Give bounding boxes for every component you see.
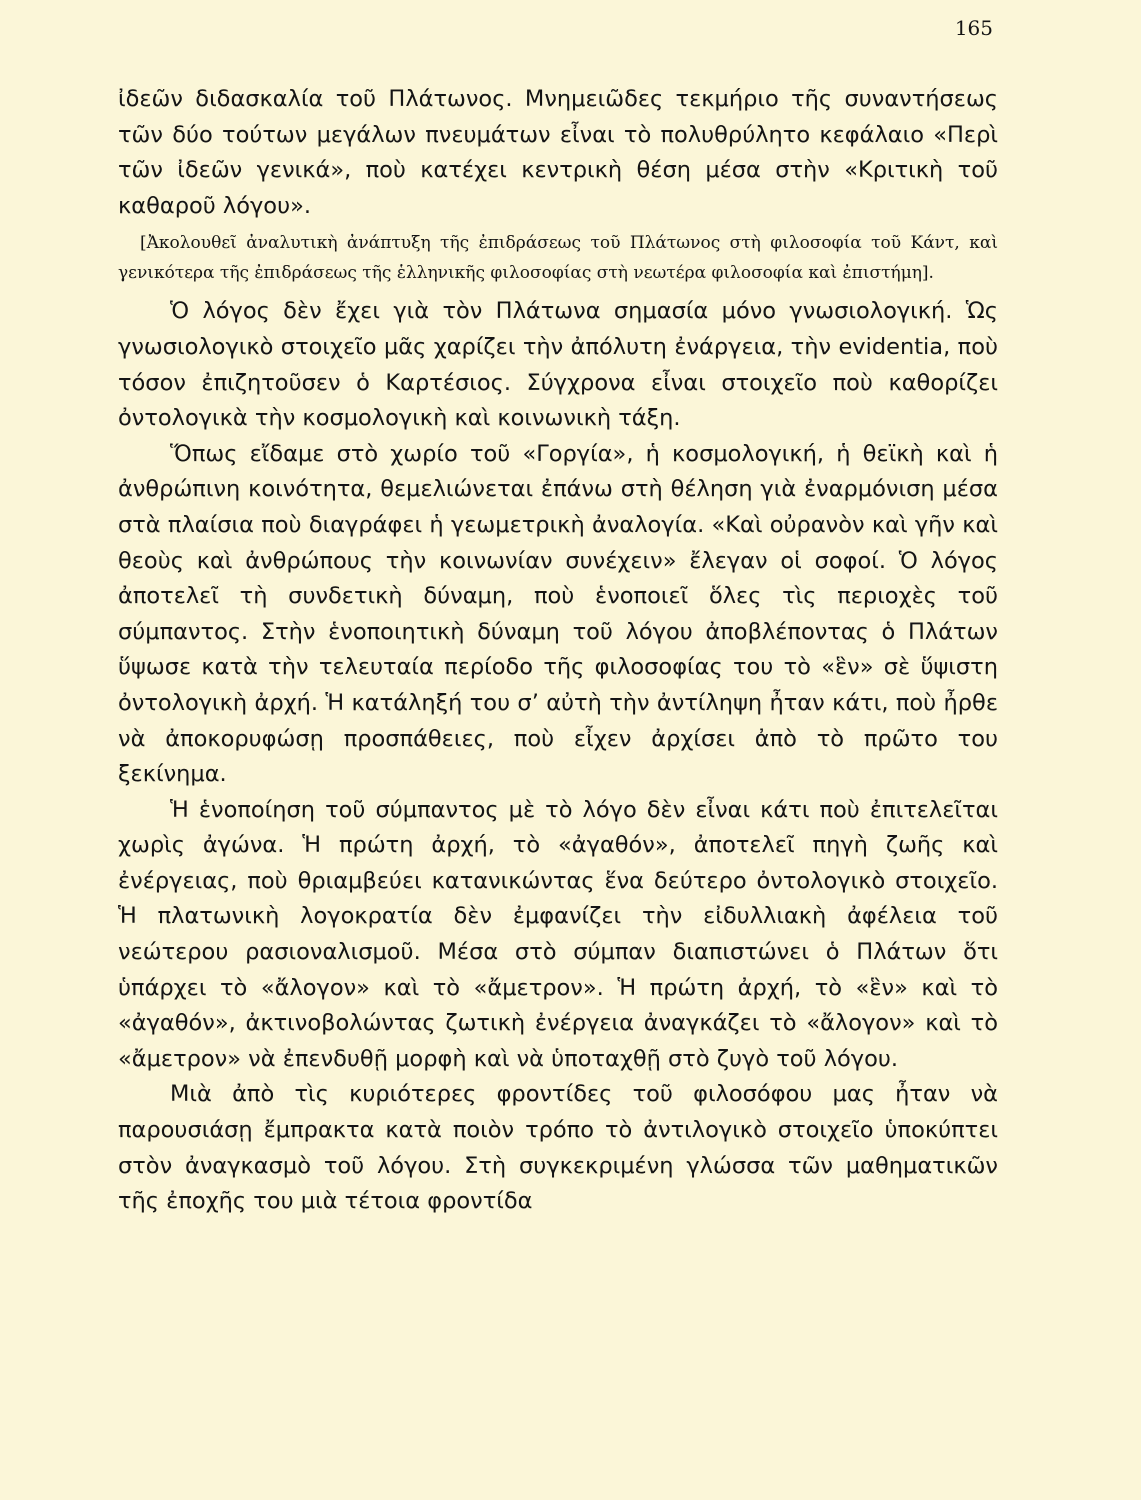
bracketed-note: [Ἀκολουθεῖ ἀναλυτικὴ ἀνάπτυξη τῆς ἐπιδράσεως τοῦ Πλάτωνος στὴ φιλοσοφία τοῦ Κάντ, καὶ γενικότερα τῆς ἐπιδράσεως τῆς ἑλληνικῆς φιλοσοφίας στὴ νεωτέρα φιλοσοφία καὶ ἐπιστήμη]. [118,233,998,284]
paragraph: Μιὰ ἀπὸ τὶς κυριότερες φροντίδες τοῦ φιλοσόφου μας ἦταν νὰ παρουσιάσῃ ἔμπρακτα κατὰ ποιὸν τρόπο τὸ ἀντιλογικὸ στοιχεῖο ὑποκύπτει στὸν ἀναγκασμὸ τοῦ λόγου. Στὴ συγκεκριμένη γλώσσα τῶν μαθηματικῶν τῆς ἐποχῆς του μιὰ τέτοια φροντίδα [118,1081,998,1215]
paragraph: Ὁ λόγος δὲν ἔχει γιὰ τὸν Πλάτωνα σημασία μόνο γνωσιολογική. Ὡς γνωσιολογικὸ στοιχεῖο μᾶς χαρίζει τὴν ἀπόλυτη ἐνάργεια, τὴν evidentia, ποὺ τόσον ἐπιζητοῦσεν ὁ Καρτέσιος. Σύγχρονα εἶναι στοιχεῖο ποὺ καθορίζει ὀντολογικὰ τὴν κοσμολογικὴ καὶ κοινωνικὴ τάξη. [118,298,998,432]
page-number: 165 [954,16,993,40]
paragraph: Ὅπως εἴδαμε στὸ χωρίο τοῦ «Γοργία», ἡ κοσμολογική, ἡ θεϊκὴ καὶ ἡ ἀνθρώπινη κοινότητα, θεμελιώνεται ἐπάνω στὴ θέληση γιὰ ἐναρμόνιση μέσα στὰ πλαίσια ποὺ διαγράφει ἡ γεωμετρικὴ ἀναλογία. «Καὶ οὐρανὸν καὶ γῆν καὶ θεοὺς καὶ ἀνθρώπους τὴν κοινωνίαν συνέχειν» ἔλεγαν οἱ σοφοί. Ὁ λόγος ἀποτελεῖ τὴ συνδετικὴ δύναμη, ποὺ ἑνοποιεῖ ὅλες τὶς περιοχὲς τοῦ σύμπαντος. Στὴν ἑνοποιητικὴ δύναμη τοῦ λόγου ἀποβλέποντας ὁ Πλάτων ὕψωσε κατὰ τὴν τελευταία περίοδο τῆς φιλοσοφίας του τὸ «ἓν» σὲ ὕψιστη ὀντολογικὴ ἀρχή. Ἡ κατάληξή του σ’ αὐτὴ τὴν ἀντίληψη ἦταν κάτι, ποὺ ἦρθε νὰ ἀποκορυφώσῃ προσπάθειες, ποὺ εἶχεν ἀρχίσει ἀπὸ τὸ πρῶτο του ξεκίνημα. [118,440,998,788]
paragraph: Ἡ ἑνοποίηση τοῦ σύμπαντος μὲ τὸ λόγο δὲν εἶναι κάτι ποὺ ἐπιτελεῖται χωρὶς ἀγώνα. Ἡ πρώτη ἀρχή, τὸ «ἀγαθόν», ἀποτελεῖ πηγὴ ζωῆς καὶ ἐνέργειας, ποὺ θριαμβεύει κατανικώντας ἕνα δεύτερο ὀντολογικὸ στοιχεῖο. Ἡ πλατωνικὴ λογοκρατία δὲν ἐμφανίζει τὴν εἰδυλλιακὴ ἀφέλεια τοῦ νεώτερου ρασιοναλισμοῦ. Μέσα στὸ σύμπαν διαπιστώνει ὁ Πλάτων ὅτι ὑπάρχει τὸ «ἄλογον» καὶ τὸ «ἄμετρον». Ἡ πρώτη ἀρχή, τὸ «ἓν» καὶ τὸ «ἀγαθόν», ἀκτινοβολώντας ζωτικὴ ἐνέργεια ἀναγκάζει τὸ «ἄλογον» καὶ τὸ «ἄμετρον» νὰ ἐπενδυθῇ μορφὴ καὶ νὰ ὑποταχθῇ στὸ ζυγὸ τοῦ λόγου. [118,796,998,1072]
page-text [118,82,998,1220]
paragraph: ἰδεῶν διδασκαλία τοῦ Πλάτωνος. Μνημειῶδες τεκμήριο τῆς συναντήσεως τῶν δύο τούτων μεγάλων πνευμάτων εἶναι τὸ πολυθρύλητο κεφάλαιο «Περὶ τῶν ἰδεῶν γενικά», ποὺ κατέχει κεντρικὴ θέση μέσα στὴν «Κριτικὴ τοῦ καθαροῦ λόγου». [118,86,998,219]
